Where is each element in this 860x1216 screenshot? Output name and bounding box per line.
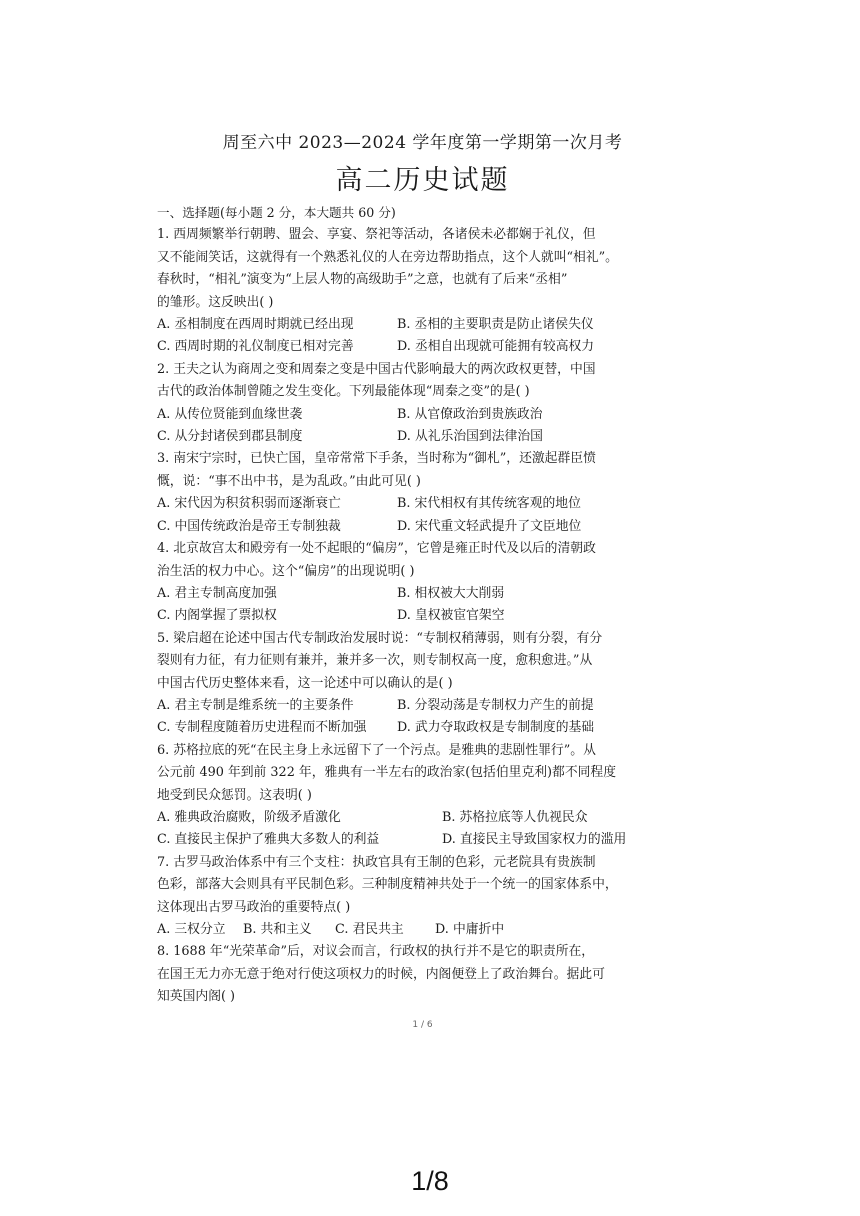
q6-option-d: D. 直接民主导致国家权力的滥用 (442, 832, 627, 848)
q5-line: 裂则有力征，有力征则有兼并，兼并多一次，则专制权高一度，愈积愈进。”从 (157, 653, 593, 669)
q7-options-row (157, 919, 689, 941)
q2-option-a: A. 从传位贤能到血缘世袭 (157, 406, 303, 422)
q4-option-d: D. 皇权被宦官架空 (397, 608, 505, 624)
q1-option-a: A. 丞相制度在西周时期就已经出现 (157, 317, 354, 333)
q2-line: 古代的政治体制曾随之发生变化。下列最能体现“周秦之变”的是( ) (157, 384, 530, 400)
q5-options-row (157, 717, 689, 739)
q4-options-row (157, 605, 689, 627)
q5-options-row (157, 695, 689, 717)
q6-option-b: B. 苏格拉底等人仇视民众 (442, 809, 588, 825)
q5-option-a: A. 君主专制是维系统一的主要条件 (157, 697, 354, 713)
q2-option-b: B. 从官僚政治到贵族政治 (397, 406, 543, 422)
q1-option-b: B. 丞相的主要职责是防止诸侯失仪 (397, 317, 594, 333)
q5-line: 5. 梁启超在论述中国古代专制政治发展时说：“专制权稍薄弱，则有分裂，有分 (157, 630, 603, 646)
q7-line: 7. 古罗马政治体系中有三个支柱：执政官具有王制的色彩，元老院具有贵族制 (157, 854, 596, 870)
q7-line: 色彩，部落大会则具有平民制色彩。三种制度精神共处于一个统一的国家体系中， (157, 877, 618, 893)
school-header: 周至六中 2023—2024 学年度第一学期第一次月考 (222, 133, 623, 153)
q1-line: 的雏形。这反映出( ) (157, 294, 274, 310)
q8-line: 知英国内阁( ) (157, 989, 236, 1005)
q8-line: 8. 1688 年“光荣革命”后，对议会而言，行政权的执行并不是它的职责所在， (157, 944, 595, 960)
viewer-page-indicator: 1/8 (411, 1166, 449, 1196)
q3-line: 慨，说：“事不出中书，是为乱政。”由此可见( ) (157, 473, 421, 489)
q2-line: 2. 王夫之认为商周之变和周秦之变是中国古代影响最大的两次政权更替，中国 (157, 361, 596, 377)
q3-option-a: A. 宋代因为积贫积弱而逐渐衰亡 (157, 496, 341, 512)
q2-option-c: C. 从分封诸侯到郡县制度 (157, 429, 303, 445)
q7-option-c: C. 君民共主 (335, 922, 404, 937)
q3-option-b: B. 宋代相权有其传统客观的地位 (397, 496, 581, 512)
q8-line: 在国王无力亦无意于绝对行使这项权力的时候，内阁便登上了政治舞台。据此可 (157, 966, 605, 982)
question-body (157, 202, 689, 1009)
q1-options-row (157, 314, 689, 336)
q4-options-row (157, 583, 689, 605)
q6-line: 地受到民众惩罚。这表明( ) (157, 787, 312, 803)
exam-title: 高二历史试题 (335, 165, 510, 196)
q2-options-row (157, 426, 689, 448)
q5-option-b: B. 分裂动荡是专制权力产生的前提 (397, 697, 594, 713)
q2-option-d: D. 从礼乐治国到法律治国 (397, 429, 543, 445)
q3-options-row (157, 516, 689, 538)
q1-line: 春秋时，“相礼”演变为“上层人物的高级助手”之意，也就有了后来“丞相” (157, 272, 568, 288)
q6-line: 公元前 490 年到前 322 年，雅典有一半左右的政治家(包括伯里克利)都不同程度 (157, 765, 617, 781)
q4-option-c: C. 内阁掌握了票拟权 (157, 608, 277, 624)
q6-line: 6. 苏格拉底的死“在民主身上永远留下了一个污点。是雅典的悲剧性罪行”。从 (157, 742, 596, 758)
q6-option-a: A. 雅典政治腐败，阶级矛盾激化 (157, 809, 341, 825)
section-heading: 一、选择题(每小题 2 分，本大题共 60 分) (157, 205, 396, 220)
q2-options-row (157, 404, 689, 426)
q1-option-d: D. 丞相自出现就可能拥有较高权力 (397, 339, 595, 355)
q3-option-c: C. 中国传统政治是帝王专制独裁 (157, 518, 341, 534)
q5-line: 中国古代历史整体来看，这一论述中可以确认的是( ) (157, 675, 453, 691)
q4-option-b: B. 相权被大大削弱 (397, 585, 505, 601)
q3-line: 3. 南宋宁宗时，已快亡国，皇帝常常下手条，当时称为“御札”，还激起群臣愤 (157, 451, 596, 467)
q1-line: 1. 西周频繁举行朝聘、盟会、享宴、祭祀等活动，各诸侯未必都娴于礼仪，但 (157, 227, 596, 243)
q4-line: 4. 北京故宫太和殿旁有一处不起眼的“偏房”，它曾是雍正时代及以后的清朝政 (157, 541, 596, 557)
q6-option-c: C. 直接民主保护了雅典大多数人的利益 (157, 832, 380, 848)
q7-option-b: B. 共和主义 (243, 922, 312, 937)
q3-option-d: D. 宋代重文轻武提升了文臣地位 (397, 518, 582, 534)
q6-options-row (157, 807, 689, 829)
q4-option-a: A. 君主专制高度加强 (157, 585, 277, 601)
sheet-page-number: 1 / 6 (412, 1020, 433, 1030)
q5-option-d: D. 武力夺取政权是专制制度的基础 (397, 720, 595, 736)
q7-option-d: D. 中庸折中 (435, 922, 505, 937)
q6-options-row (157, 829, 689, 851)
exam-sheet (150, 120, 695, 1030)
q7-option-a: A. 三权分立 (157, 922, 226, 937)
q4-line: 治生活的权力中心。这个“偏房”的出现说明( ) (157, 563, 415, 579)
q1-line: 又不能闹笑话，这就得有一个熟悉礼仪的人在旁边帮助指点，这个人就叫“相礼”。 (157, 249, 618, 265)
q7-line: 这体现出古罗马政治的重要特点( ) (157, 899, 351, 915)
q1-options-row (157, 336, 689, 358)
q5-option-c: C. 专制程度随着历史进程而不断加强 (157, 720, 367, 736)
q1-option-c: C. 西周时期的礼仪制度已相对完善 (157, 339, 354, 355)
q3-options-row (157, 493, 689, 515)
